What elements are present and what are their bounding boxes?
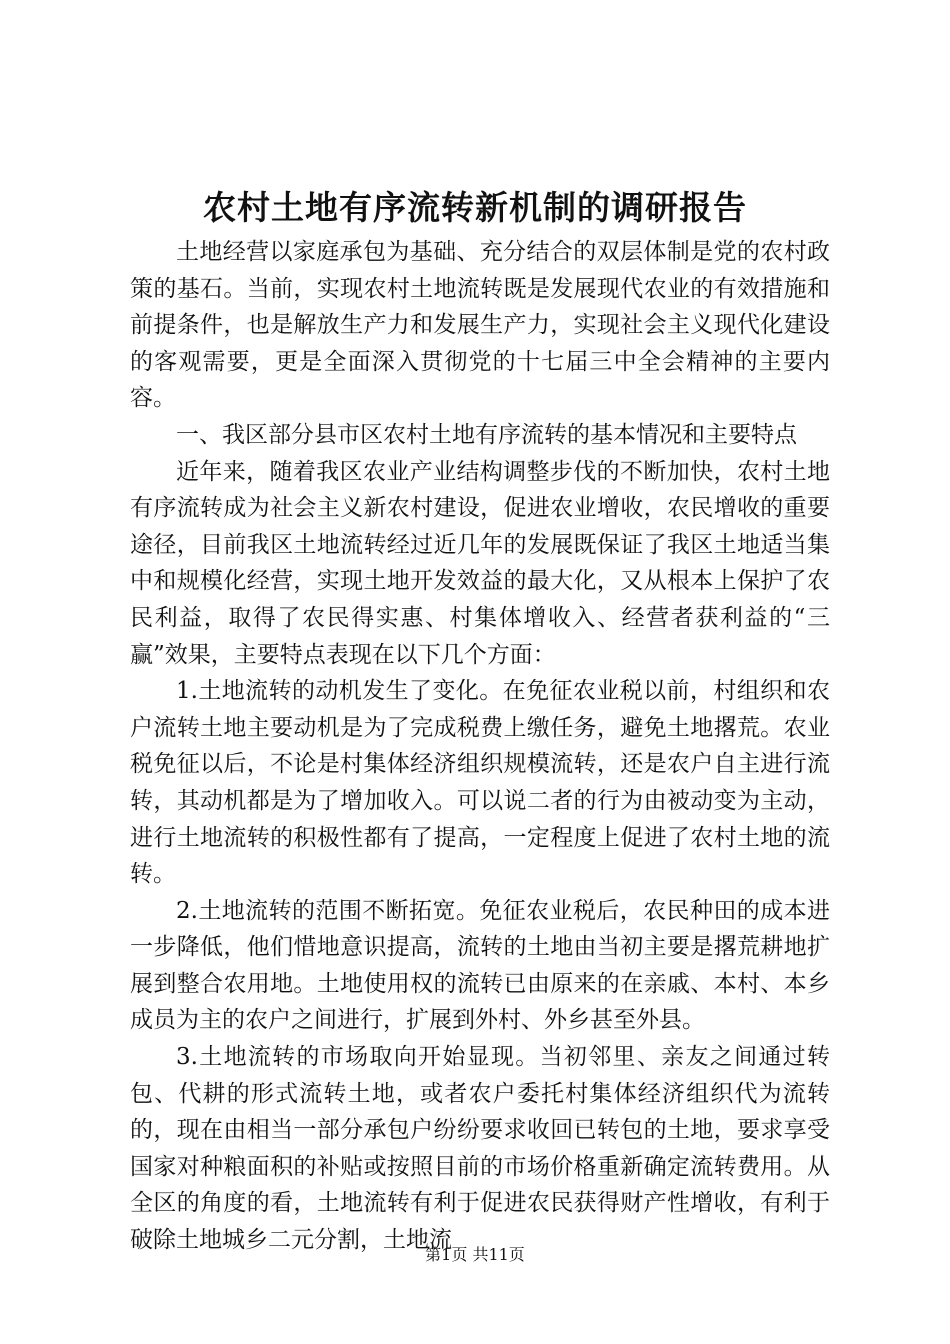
- paragraph-point-2: 2.土地流转的范围不断拓宽。免征农业税后，农民种田的成本进一步降低，他们惜地意识提高，流转的土地由当初主要是撂荒耕地扩展到整合农用地。土地使用权的流转已由原来的在亲戚、本村、本乡成员为主的农户之间进行，扩展到外村、外乡甚至外县。: [130, 897, 830, 1034]
- page-number-footer: 第1页 共11页: [425, 1245, 525, 1264]
- section-heading-1: 一、我区部分县市区农村土地有序流转的基本情况和主要特点: [176, 421, 797, 448]
- paragraph-intro: 土地经营以家庭承包为基础、充分结合的双层体制是党的农村政策的基石。当前，实现农村土地流转既是发展现代农业的有效措施和前提条件，也是解放生产力和发展生产力，实现社会主义现代化建设的客观需要，更是全面深入贯彻党的十七届三中全会精神的主要内容。: [130, 239, 830, 412]
- paragraph-point-1: 1.土地流转的动机发生了变化。在免征农业税以前，村组织和农户流转土地主要动机是为了完成税费上缴任务，避免土地撂荒。农业税免征以后，不论是村集体经济组织规模流转，还是农户自主进行流转，其动机都是为了增加收入。可以说二者的行为由被动变为主动，进行土地流转的积极性都有了提高，一定程度上促进了农村土地的流转。: [130, 678, 830, 888]
- paragraph-overview: 近年来，随着我区农业产业结构调整步伐的不断加快，农村土地有序流转成为社会主义新农村建设，促进农业增收，农民增收的重要途径，目前我区土地流转经过近几年的发展既保证了我区土地适当集中和规模化经营，实现土地开发效益的最大化，又从根本上保护了农民利益，取得了农民得实惠、村集体增收入、经营者获利益的“三赢”效果，主要特点表现在以下几个方面：: [130, 458, 830, 668]
- document-body: [130, 234, 830, 1259]
- document-title: 农村土地有序流转新机制的调研报告: [203, 188, 747, 227]
- paragraph-point-3: 3.土地流转的市场取向开始显现。当初邻里、亲友之间通过转包、代耕的形式流转土地，或者农户委托村集体经济组织代为流转的，现在由相当一部分承包户纷纷要求收回已转包的土地，要求享受国家对种粮面积的补贴或按照目前的市场价格重新确定流转费用。从全区的角度的看，土地流转有利于促进农民获得财产性增收，有利于破除土地城乡二元分割，土地流: [130, 1044, 830, 1254]
